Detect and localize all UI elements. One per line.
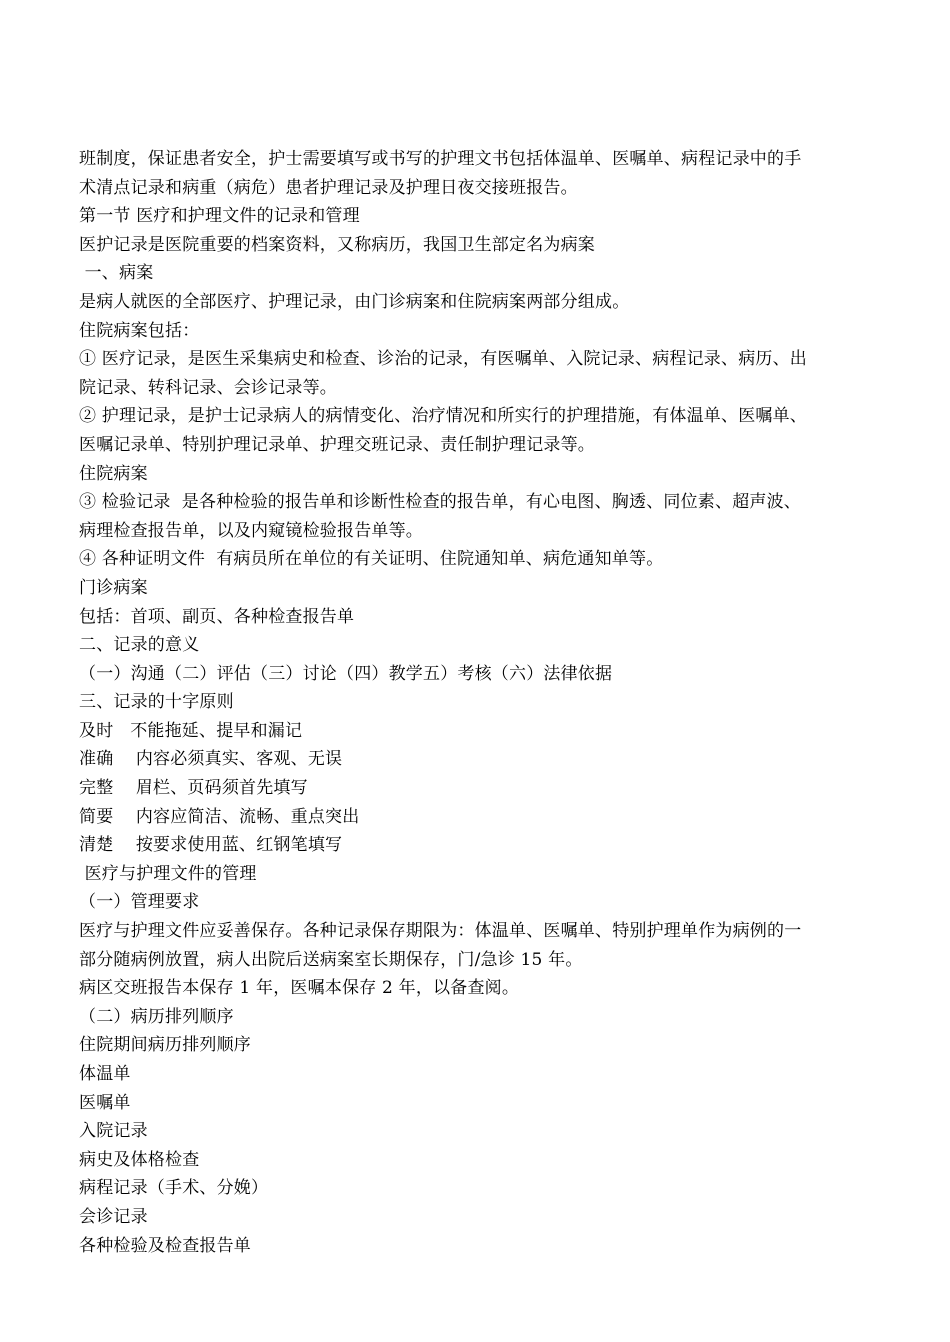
text-line: 病区交班报告本保存 1 年，医嘱本保存 2 年，以备查阅。: [79, 978, 520, 999]
text-line: 医疗与护理文件应妥善保存。各种记录保存期限为：体温单、医嘱单、特别护理单作为病例的一: [79, 921, 802, 942]
text-line: 包括：首项、副页、各种检查报告单: [79, 606, 355, 627]
section-heading: 第一节 医疗和护理文件的记录和管理: [79, 206, 360, 227]
list-item: 各种检验及检查报告单: [79, 1235, 251, 1256]
list-item: 医嘱单: [79, 1092, 131, 1113]
list-item: 体温单: [79, 1064, 131, 1084]
principle-item: 及时 不能拖延、提早和漏记: [79, 720, 303, 741]
text-line: 班制度，保证患者安全，护士需要填写或书写的护理文书包括体温单、医嘱单、病程记录中的手: [79, 149, 802, 169]
principle-item: 简要 内容应简洁、流畅、重点突出: [79, 806, 360, 827]
text-line: 住院病案: [79, 463, 148, 484]
list-item: 会诊记录: [79, 1206, 148, 1227]
subsection-heading: 三、记录的十字原则: [79, 692, 234, 713]
list-item: ④ 各种证明文件 有病员所在单位的有关证明、住院通知单、病危通知单等。: [79, 549, 664, 570]
principle-item: 准确 内容必须真实、客观、无误: [79, 749, 343, 770]
text-line: 门诊病案: [79, 577, 148, 598]
list-item: 病程记录（手术、分娩）: [79, 1178, 269, 1199]
text-line: （二）病历排列顺序: [79, 1006, 234, 1027]
subsection-heading: 医疗与护理文件的管理: [79, 863, 257, 884]
text-line: 医护记录是医院重要的档案资料，又称病历，我国卫生部定名为病案: [79, 234, 595, 255]
principle-item: 清楚 按要求使用蓝、红钢笔填写: [79, 835, 343, 856]
list-item-continuation: 病理检查报告单，以及内窥镜检验报告单等。: [79, 520, 423, 541]
principle-item: 完整 眉栏、页码须首先填写: [79, 778, 308, 799]
text-line: 术清点记录和病重（病危）患者护理记录及护理日夜交接班报告。: [79, 177, 578, 198]
list-item: ③ 检验记录 是各种检验的报告单和诊断性检查的报告单，有心电图、胸透、同位素、超声波、: [79, 492, 802, 513]
list-item: 入院记录: [79, 1121, 148, 1142]
list-item: ① 医疗记录，是医生采集病史和检查、诊治的记录，有医嘱单、入院记录、病程记录、病历、出: [79, 349, 808, 370]
list-item: 病史及体格检查: [79, 1149, 200, 1170]
text-line: 住院病案包括：: [79, 320, 200, 341]
text-line: 是病人就医的全部医疗、护理记录，由门诊病案和住院病案两部分组成。: [79, 291, 630, 312]
text-line: 住院期间病历排列顺序: [79, 1035, 251, 1056]
list-item-continuation: 医嘱记录单、特别护理记录单、护理交班记录、责任制护理记录等。: [79, 434, 595, 455]
subsection-heading: 一、病案: [79, 263, 154, 284]
text-line: （一）沟通（二）评估（三）讨论（四）教学五）考核（六）法律依据: [79, 663, 613, 684]
subsection-heading: 二、记录的意义: [79, 635, 200, 656]
text-line: 部分随病例放置，病人出院后送病案室长期保存，门/急诊 15 年。: [79, 949, 583, 970]
document-body: [79, 145, 891, 1260]
list-item: ② 护理记录，是护士记录病人的病情变化、治疗情况和所实行的护理措施，有体温单、医嘱单、: [79, 406, 808, 427]
text-line: （一）管理要求: [79, 892, 200, 913]
list-item-continuation: 院记录、转科记录、会诊记录等。: [79, 377, 337, 398]
